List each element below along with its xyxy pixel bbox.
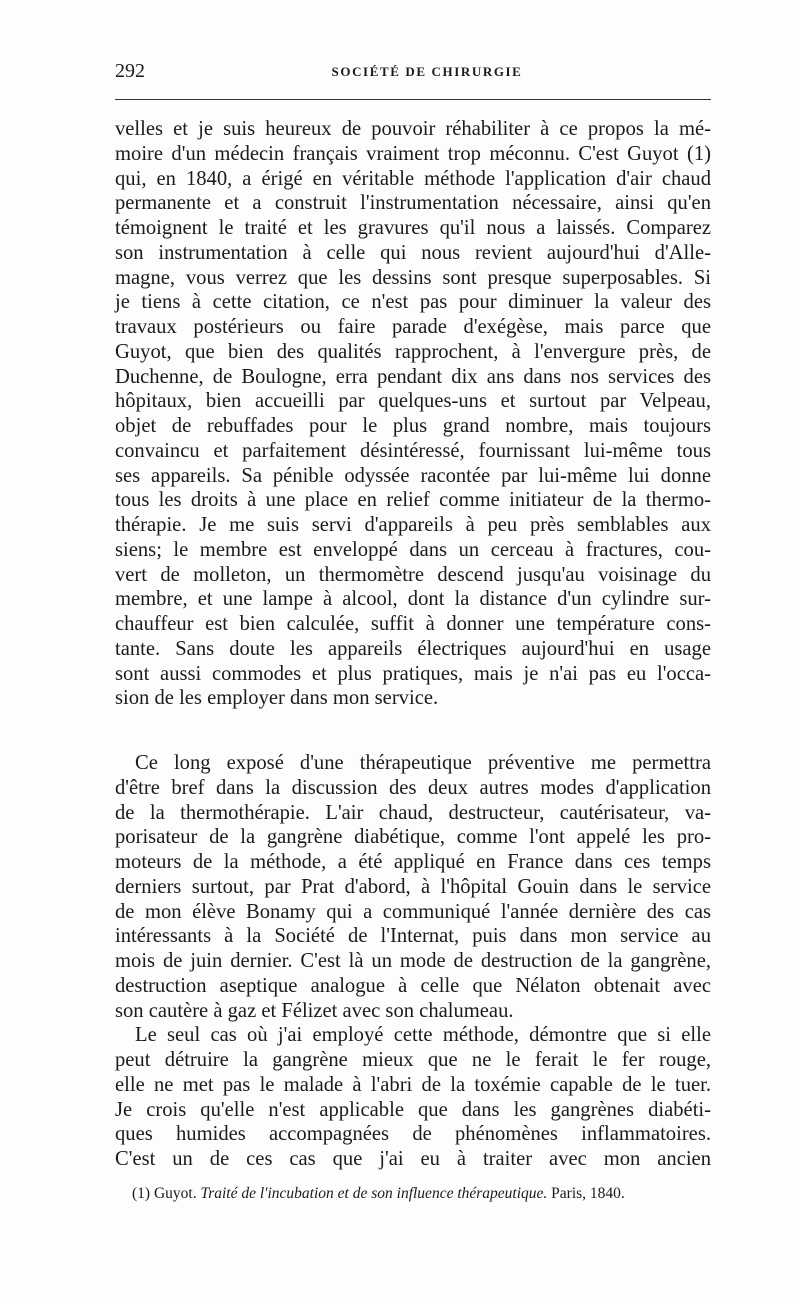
paragraph-gap xyxy=(115,711,711,751)
text-line: mois de juin dernier. C'est là un mode de destruction de la gangrène, xyxy=(115,950,711,972)
footnote-title: Traité de l'incubation et de son influence thérapeutique. xyxy=(200,1185,548,1202)
text-line: Je crois qu'elle n'est applicable que dans les gangrènes diabéti- xyxy=(115,1098,711,1121)
footnote-marker: (1) Guyot. xyxy=(132,1185,197,1202)
text-line: intéressants à la Société de l'Internat, puis dans mon service au xyxy=(115,925,711,948)
header-rule xyxy=(115,99,711,100)
text-line: Guyot, que bien des qualités rapprochent, à l'envergure près, de xyxy=(115,340,711,363)
running-head: SOCIÉTÉ DE CHIRURGIE xyxy=(331,64,523,79)
text-line: je tiens à cette citation, ce n'est pas pour diminuer la valeur des xyxy=(115,291,711,314)
body-text xyxy=(115,117,711,1172)
text-line: C'est un de ces cas que j'ai eu à traiter avec mon ancien xyxy=(115,1148,711,1170)
text-line: Duchenne, de Boulogne, erra pendant dix ans dans nos services des xyxy=(115,365,711,388)
text-line: velles et je suis heureux de pouvoir réhabiliter à ce propos la mé- xyxy=(115,118,711,140)
text-line: son cautère à gaz et Félizet avec son chalumeau. xyxy=(115,999,514,1022)
text-line: porisateur de la gangrène diabétique, comme l'ont appelé les pro- xyxy=(115,826,711,849)
text-line: siens; le membre est enveloppé dans un cerceau à fractures, cou- xyxy=(115,538,711,561)
text-line: vert de molleton, un thermomètre descend jusqu'au voisinage du xyxy=(115,563,711,586)
text-line: son instrumentation à celle qui nous revient aujourd'hui d'Alle- xyxy=(115,241,711,264)
page-header xyxy=(115,60,711,86)
text-line: qui, en 1840, a érigé en véritable méthode l'application d'air chaud xyxy=(115,167,711,190)
text-line: destruction aseptique analogue à celle que Nélaton obtenait avec xyxy=(115,974,711,997)
text-line: chauffeur est bien calculée, suffit à donner une température cons- xyxy=(115,613,711,635)
text-line: de la thermothérapie. L'air chaud, destructeur, cautérisateur, va- xyxy=(115,801,711,824)
text-line: objet de rebuffades pour le plus grand nombre, mais toujours xyxy=(115,415,711,437)
text-line: d'être bref dans la discussion des deux autres modes d'application xyxy=(115,776,711,799)
text-line: ses appareils. Sa pénible odyssée racontée par lui-même lui donne xyxy=(115,464,711,487)
paragraph-2 xyxy=(115,751,711,1023)
text-line: thérapie. Je me suis servi d'appareils à peu près semblables aux xyxy=(115,514,711,536)
text-line: magne, vous verrez que les dessins sont presque superposables. Si xyxy=(115,266,711,289)
text-line: moteurs de la méthode, a été appliqué en France dans ces temps xyxy=(115,851,711,873)
paragraph-1 xyxy=(115,117,711,711)
text-line: convaincu et parfaitement désintéressé, fournissant lui-même tous xyxy=(115,439,711,462)
text-line: permanente et a construit l'instrumentation nécessaire, ainsi qu'en xyxy=(115,192,711,215)
text-line: hôpitaux, bien accueilli par quelques-uns et surtout par Velpeau, xyxy=(115,390,711,413)
text-line: tous les droits à une place en relief comme initiateur de la thermo- xyxy=(115,489,711,512)
text-line: de mon élève Bonamy qui a communiqué l'année dernière des cas xyxy=(115,900,711,923)
text-line: elle ne met pas le malade à l'abri de la toxémie capable de le tuer. xyxy=(115,1073,711,1096)
footnote xyxy=(115,1185,711,1203)
text-line: Le seul cas où j'ai employé cette méthode, démontre que si elle xyxy=(135,1024,711,1047)
text-line: membre, et une lampe à alcool, dont la distance d'un cylindre sur- xyxy=(115,588,711,611)
text-line: tante. Sans doute les appareils électriques aujourd'hui en usage xyxy=(115,637,711,660)
text-line: moire d'un médecin français vraiment trop méconnu. C'est Guyot (1) xyxy=(115,142,711,165)
text-line: témoignent le traité et les gravures qu'il nous a laissés. Comparez xyxy=(115,217,711,239)
text-line: ques humides accompagnées de phénomènes inflammatoires. xyxy=(115,1123,711,1146)
text-line: peut détruire la gangrène mieux que ne le ferait le fer rouge, xyxy=(115,1049,711,1071)
text-line: travaux postérieurs ou faire parade d'exégèse, mais parce que xyxy=(115,316,711,338)
paragraph-3 xyxy=(115,1023,711,1172)
page-number: 292 xyxy=(115,60,145,82)
text-line: sont aussi commodes et plus pratiques, mais je n'ai pas eu l'occa- xyxy=(115,662,711,685)
text-line: derniers surtout, par Prat d'abord, à l'hôpital Gouin dans le service xyxy=(115,875,711,898)
text-line: sion de les employer dans mon service. xyxy=(115,687,439,710)
footnote-place-date: Paris, 1840. xyxy=(551,1185,625,1202)
text-line: Ce long exposé d'une thérapeutique préventive me permettra xyxy=(135,752,711,774)
